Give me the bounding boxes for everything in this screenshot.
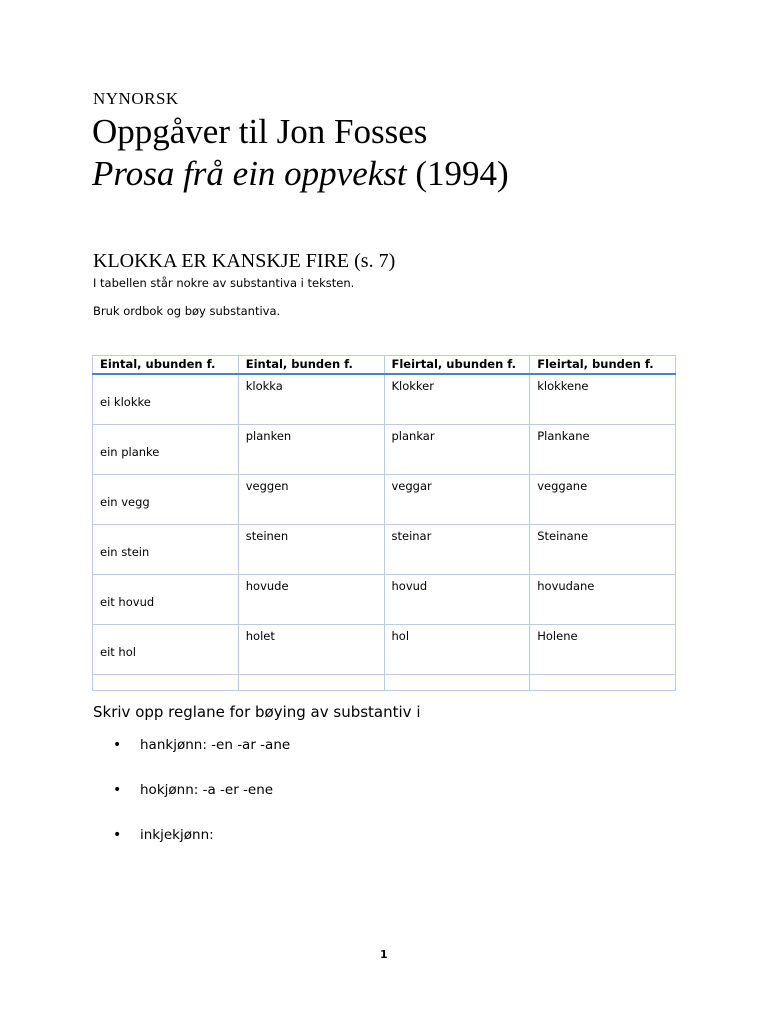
cell-text: hol [391,629,410,643]
table-cell [384,625,530,675]
cell-text: Plankane [537,429,590,443]
table-cell [384,525,530,575]
column-header: Fleirtal, ubunden f. [384,356,530,375]
cell-text: steinar [391,529,432,543]
table-cell [530,525,676,575]
cell-text: Steinane [537,529,589,543]
list-item-text: hokjønn: -a -er -ene [140,782,274,798]
table-cell [238,425,384,475]
book-title: Prosa frå ein oppvekst [92,154,407,193]
table-cell [238,475,384,525]
table-header-row [93,356,676,375]
table-row [93,625,676,675]
cell-text: veggane [537,479,588,493]
table-cell [238,625,384,675]
table-cell [530,675,676,691]
bullet-icon: • [113,737,122,753]
cell-text: ei klokke [100,395,151,409]
table-cell [530,425,676,475]
cell-text: klokkene [537,379,589,393]
cell-text: hovud [391,579,428,593]
table-row [93,475,676,525]
list-item-text: hankjønn: -en -ar -ane [140,737,291,753]
table-row [93,425,676,475]
table-cell [530,475,676,525]
cell-text: veggar [391,479,432,493]
rules-heading: Skriv opp reglane for bøying av substantiv i [93,703,421,721]
list-item [100,815,290,860]
cell-text: hovude [245,579,289,593]
table-cell [93,425,239,475]
document-title: Oppgåver til Jon Fosses [92,112,428,151]
cell-text: hovudane [537,579,595,593]
table-cell [384,575,530,625]
table-cell [238,374,384,425]
cell-text: klokka [245,379,283,393]
column-header: Eintal, bunden f. [238,356,384,375]
rules-list [100,725,290,860]
cell-text: ein planke [100,445,160,459]
table-cell [93,575,239,625]
table-cell [93,525,239,575]
cell-text: Holene [537,629,578,643]
table-cell [530,625,676,675]
cell-text: Klokker [391,379,434,393]
table-cell [238,525,384,575]
table-cell [384,675,530,691]
table-cell [384,374,530,425]
table-cell [238,575,384,625]
table-row [93,525,676,575]
table-row [93,374,676,425]
column-header: Fleirtal, bunden f. [530,356,676,375]
list-item [100,725,290,770]
bullet-icon: • [113,782,122,798]
document-subtitle [92,152,509,196]
instruction-text: I tabellen står nokre av substantiva i teksten. [93,276,355,290]
noun-inflection-table [92,355,676,691]
table-cell [384,475,530,525]
bullet-icon: • [113,827,122,843]
book-year: (1994) [406,154,509,193]
table-cell [384,425,530,475]
table-cell [93,475,239,525]
section-heading: KLOKKA ER KANSKJE FIRE (s. 7) [93,250,396,272]
cell-text: eit hovud [100,595,155,609]
cell-text: steinen [245,529,289,543]
language-label: NYNORSK [93,89,179,108]
table-row-empty [93,675,676,691]
cell-text: holet [245,629,275,643]
table-cell [238,675,384,691]
list-item-text: inkjekjønn: [140,827,214,843]
table-row [93,575,676,625]
table-cell [530,575,676,625]
cell-text: planken [245,429,292,443]
cell-text: plankar [391,429,435,443]
cell-text: eit hol [100,645,136,659]
table-cell [93,625,239,675]
instruction-text: Bruk ordbok og bøy substantiva. [93,304,281,318]
cell-text: ein stein [100,545,150,559]
table-cell [93,374,239,425]
table-cell [530,374,676,425]
table-cell [93,675,239,691]
cell-text: veggen [245,479,289,493]
cell-text: ein vegg [100,495,150,509]
column-header: Eintal, ubunden f. [93,356,239,375]
list-item [100,770,290,815]
page-number: 1 [380,948,388,961]
